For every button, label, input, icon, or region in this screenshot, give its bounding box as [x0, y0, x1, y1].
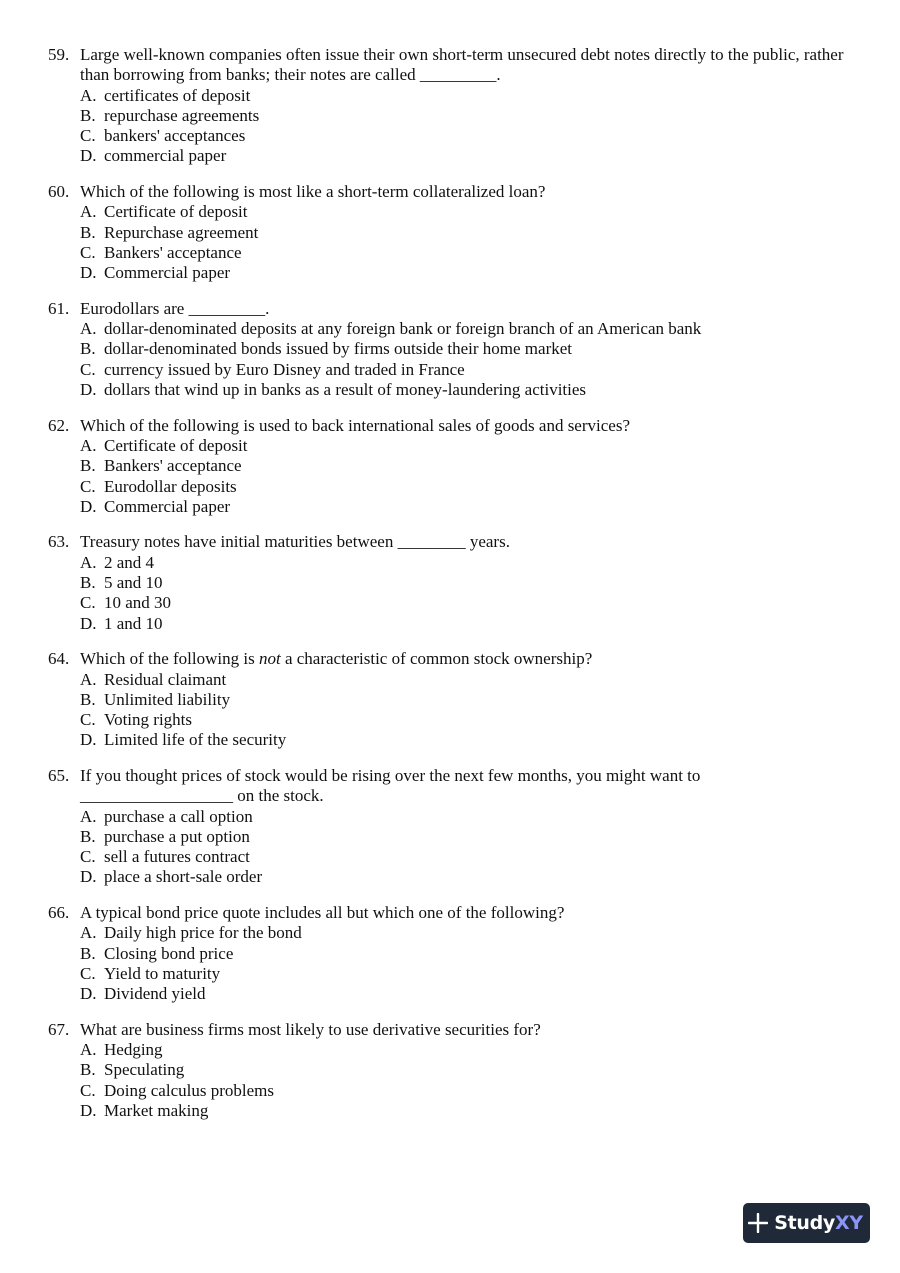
- option-letter: D.: [80, 730, 97, 750]
- question-emphasis: not: [258, 649, 281, 669]
- option-text: Daily high price for the bond: [104, 923, 302, 943]
- answer-option: [80, 1101, 868, 1121]
- answer-option: [80, 146, 868, 166]
- answer-option: [80, 553, 868, 573]
- option-letter: D.: [80, 146, 97, 166]
- answer-option: [80, 497, 868, 517]
- answer-options: [80, 553, 868, 634]
- question-text-line: __________________ on the stock.: [80, 786, 324, 806]
- option-letter: C.: [80, 593, 96, 613]
- question-number: 65.: [48, 765, 70, 785]
- answer-option: [80, 456, 868, 476]
- question-number: 62.: [48, 415, 70, 435]
- option-letter: B.: [80, 456, 96, 476]
- plus-icon: [748, 1213, 768, 1233]
- answer-option: [80, 690, 868, 710]
- option-text: certificates of deposit: [104, 85, 251, 105]
- question-item: [48, 532, 868, 633]
- option-text: 5 and 10: [104, 573, 163, 593]
- question-text: [80, 903, 868, 923]
- question-stem-row: [48, 649, 868, 669]
- option-letter: A.: [80, 1040, 97, 1060]
- answer-options: [80, 1040, 868, 1121]
- option-text: commercial paper: [104, 146, 227, 166]
- option-text: Commercial paper: [104, 263, 231, 283]
- option-text: bankers' acceptances: [104, 126, 246, 146]
- question-item: [48, 416, 868, 517]
- answer-option: [80, 319, 868, 339]
- option-text: Yield to maturity: [104, 963, 221, 983]
- question-text-part: If you thought prices of stock would be rising over the next few months, you might want to: [80, 765, 701, 785]
- question-text: [80, 299, 868, 319]
- answer-options: [80, 670, 868, 751]
- question-text: [80, 45, 868, 86]
- answer-option: [80, 380, 868, 400]
- answer-option: [80, 1060, 868, 1080]
- option-letter: C.: [80, 1080, 96, 1100]
- option-text: sell a futures contract: [104, 847, 250, 867]
- question-number: 67.: [48, 1019, 70, 1039]
- option-letter: B.: [80, 573, 96, 593]
- answer-option: [80, 964, 868, 984]
- option-letter: D.: [80, 380, 97, 400]
- answer-option: [80, 339, 868, 359]
- question-item: [48, 649, 868, 750]
- question-text: [80, 1020, 868, 1040]
- question-stem-row: [48, 903, 868, 923]
- option-text: Hedging: [104, 1040, 163, 1060]
- option-letter: D.: [80, 496, 97, 516]
- answer-option: [80, 126, 868, 146]
- option-text: Dividend yield: [104, 984, 206, 1004]
- option-letter: A.: [80, 552, 97, 572]
- option-text: Doing calculus problems: [104, 1080, 274, 1100]
- option-letter: C.: [80, 126, 96, 146]
- answer-option: [80, 106, 868, 126]
- answer-option: [80, 573, 868, 593]
- option-text: Residual claimant: [104, 669, 227, 689]
- option-letter: D.: [80, 1101, 97, 1121]
- question-stem-row: [48, 182, 868, 202]
- option-letter: B.: [80, 943, 96, 963]
- answer-option: [80, 867, 868, 887]
- answer-options: [80, 436, 868, 517]
- answer-option: [80, 670, 868, 690]
- question-text-part: Which of the following is: [80, 649, 259, 669]
- option-letter: A.: [80, 435, 97, 455]
- answer-option: [80, 710, 868, 730]
- option-text: Certificate of deposit: [104, 435, 248, 455]
- option-letter: D.: [80, 263, 97, 283]
- question-text-part: Large well-known companies often issue their own short-term unsecured debt notes directly to the public, rather than borrowing from banks; their notes are called _________.: [80, 45, 844, 85]
- option-letter: A.: [80, 319, 97, 339]
- option-letter: B.: [80, 222, 96, 242]
- answer-options: [80, 807, 868, 888]
- answer-options: [80, 923, 868, 1004]
- question-item: [48, 45, 868, 167]
- question-stem-row: [48, 532, 868, 552]
- question-stem-row: [48, 1020, 868, 1040]
- question-text-part: A typical bond price quote includes all but which one of the following?: [80, 903, 565, 923]
- answer-option: [80, 436, 868, 456]
- option-letter: A.: [80, 806, 97, 826]
- answer-option: [80, 984, 868, 1004]
- answer-option: [80, 923, 868, 943]
- question-item: [48, 1020, 868, 1121]
- question-item: [48, 766, 868, 888]
- option-text: 10 and 30: [104, 593, 172, 613]
- answer-option: [80, 263, 868, 283]
- question-text-part: Eurodollars are _________.: [80, 298, 270, 318]
- question-item: [48, 299, 868, 400]
- option-letter: D.: [80, 867, 97, 887]
- question-number: 64.: [48, 649, 70, 669]
- option-text: dollar-denominated bonds issued by firms outside their home market: [104, 339, 573, 359]
- option-text: currency issued by Euro Disney and traded in France: [104, 359, 465, 379]
- option-text: Closing bond price: [104, 943, 234, 963]
- option-letter: B.: [80, 689, 96, 709]
- logo-wordmark-xy: XY: [834, 1212, 863, 1234]
- option-text: repurchase agreements: [104, 105, 260, 125]
- studyxy-logo: [743, 1203, 870, 1243]
- answer-option: [80, 730, 868, 750]
- answer-option: [80, 944, 868, 964]
- answer-option: [80, 807, 868, 827]
- option-letter: A.: [80, 923, 97, 943]
- option-letter: D.: [80, 984, 97, 1004]
- answer-option: [80, 86, 868, 106]
- answer-options: [80, 202, 868, 283]
- answer-option: [80, 847, 868, 867]
- question-text: [80, 416, 868, 436]
- option-text: Market making: [104, 1101, 209, 1121]
- option-text: Eurodollar deposits: [104, 476, 237, 496]
- answer-option: [80, 202, 868, 222]
- option-letter: C.: [80, 710, 96, 730]
- logo-wordmark-study: Study: [774, 1212, 835, 1234]
- option-text: Voting rights: [104, 710, 193, 730]
- logo-wordmark: [774, 1212, 863, 1234]
- option-letter: B.: [80, 105, 96, 125]
- option-letter: B.: [80, 339, 96, 359]
- answer-option: [80, 1081, 868, 1101]
- answer-option: [80, 593, 868, 613]
- option-letter: B.: [80, 1060, 96, 1080]
- question-number: 60.: [48, 182, 70, 202]
- question-text: [80, 532, 868, 552]
- option-letter: C.: [80, 242, 96, 262]
- option-text: Commercial paper: [104, 496, 231, 516]
- option-letter: C.: [80, 476, 96, 496]
- option-text: Certificate of deposit: [104, 202, 248, 222]
- answer-option: [80, 360, 868, 380]
- option-text: purchase a call option: [104, 806, 253, 826]
- option-text: Bankers' acceptance: [104, 242, 242, 262]
- option-letter: A.: [80, 202, 97, 222]
- question-list: [48, 45, 868, 1137]
- option-text: 1 and 10: [104, 613, 163, 633]
- option-letter: A.: [80, 85, 97, 105]
- answer-options: [80, 86, 868, 167]
- option-text: Limited life of the security: [104, 730, 287, 750]
- answer-option: [80, 477, 868, 497]
- option-text: Speculating: [104, 1060, 185, 1080]
- answer-option: [80, 614, 868, 634]
- option-text: Unlimited liability: [104, 689, 231, 709]
- answer-option: [80, 1040, 868, 1060]
- question-number: 66.: [48, 903, 70, 923]
- question-number: 59.: [48, 45, 70, 64]
- option-text: purchase a put option: [104, 826, 250, 846]
- answer-option: [80, 827, 868, 847]
- option-letter: D.: [80, 613, 97, 633]
- question-item: [48, 903, 868, 1004]
- question-text-part: Which of the following is most like a short-term collateralized loan?: [80, 182, 546, 202]
- option-text: 2 and 4: [104, 552, 155, 572]
- question-number: 61.: [48, 298, 70, 318]
- option-letter: C.: [80, 847, 96, 867]
- question-stem-row: [48, 299, 868, 319]
- question-text-part: What are business firms most likely to use derivative securities for?: [80, 1019, 541, 1039]
- question-text: [80, 649, 868, 669]
- option-text: Bankers' acceptance: [104, 456, 242, 476]
- option-text: dollars that wind up in banks as a result of money-laundering activities: [104, 380, 587, 400]
- question-text-part: Which of the following is used to back international sales of goods and services?: [80, 415, 630, 435]
- question-item: [48, 182, 868, 283]
- option-text: place a short-sale order: [104, 867, 263, 887]
- option-text: dollar-denominated deposits at any foreign bank or foreign branch of an American bank: [104, 319, 702, 339]
- answer-option: [80, 243, 868, 263]
- question-stem-row: [48, 45, 868, 86]
- question-stem-row: [48, 416, 868, 436]
- question-text: [80, 182, 868, 202]
- question-text: [80, 766, 868, 807]
- answer-option: [80, 223, 868, 243]
- option-letter: C.: [80, 963, 96, 983]
- option-letter: A.: [80, 669, 97, 689]
- question-text-part: Treasury notes have initial maturities between ________ years.: [80, 532, 510, 552]
- option-letter: C.: [80, 359, 96, 379]
- option-letter: B.: [80, 826, 96, 846]
- question-number: 63.: [48, 532, 70, 552]
- question-text-part: a characteristic of common stock ownership?: [280, 649, 593, 669]
- option-text: Repurchase agreement: [104, 222, 259, 242]
- answer-options: [80, 319, 868, 400]
- question-stem-row: [48, 766, 868, 807]
